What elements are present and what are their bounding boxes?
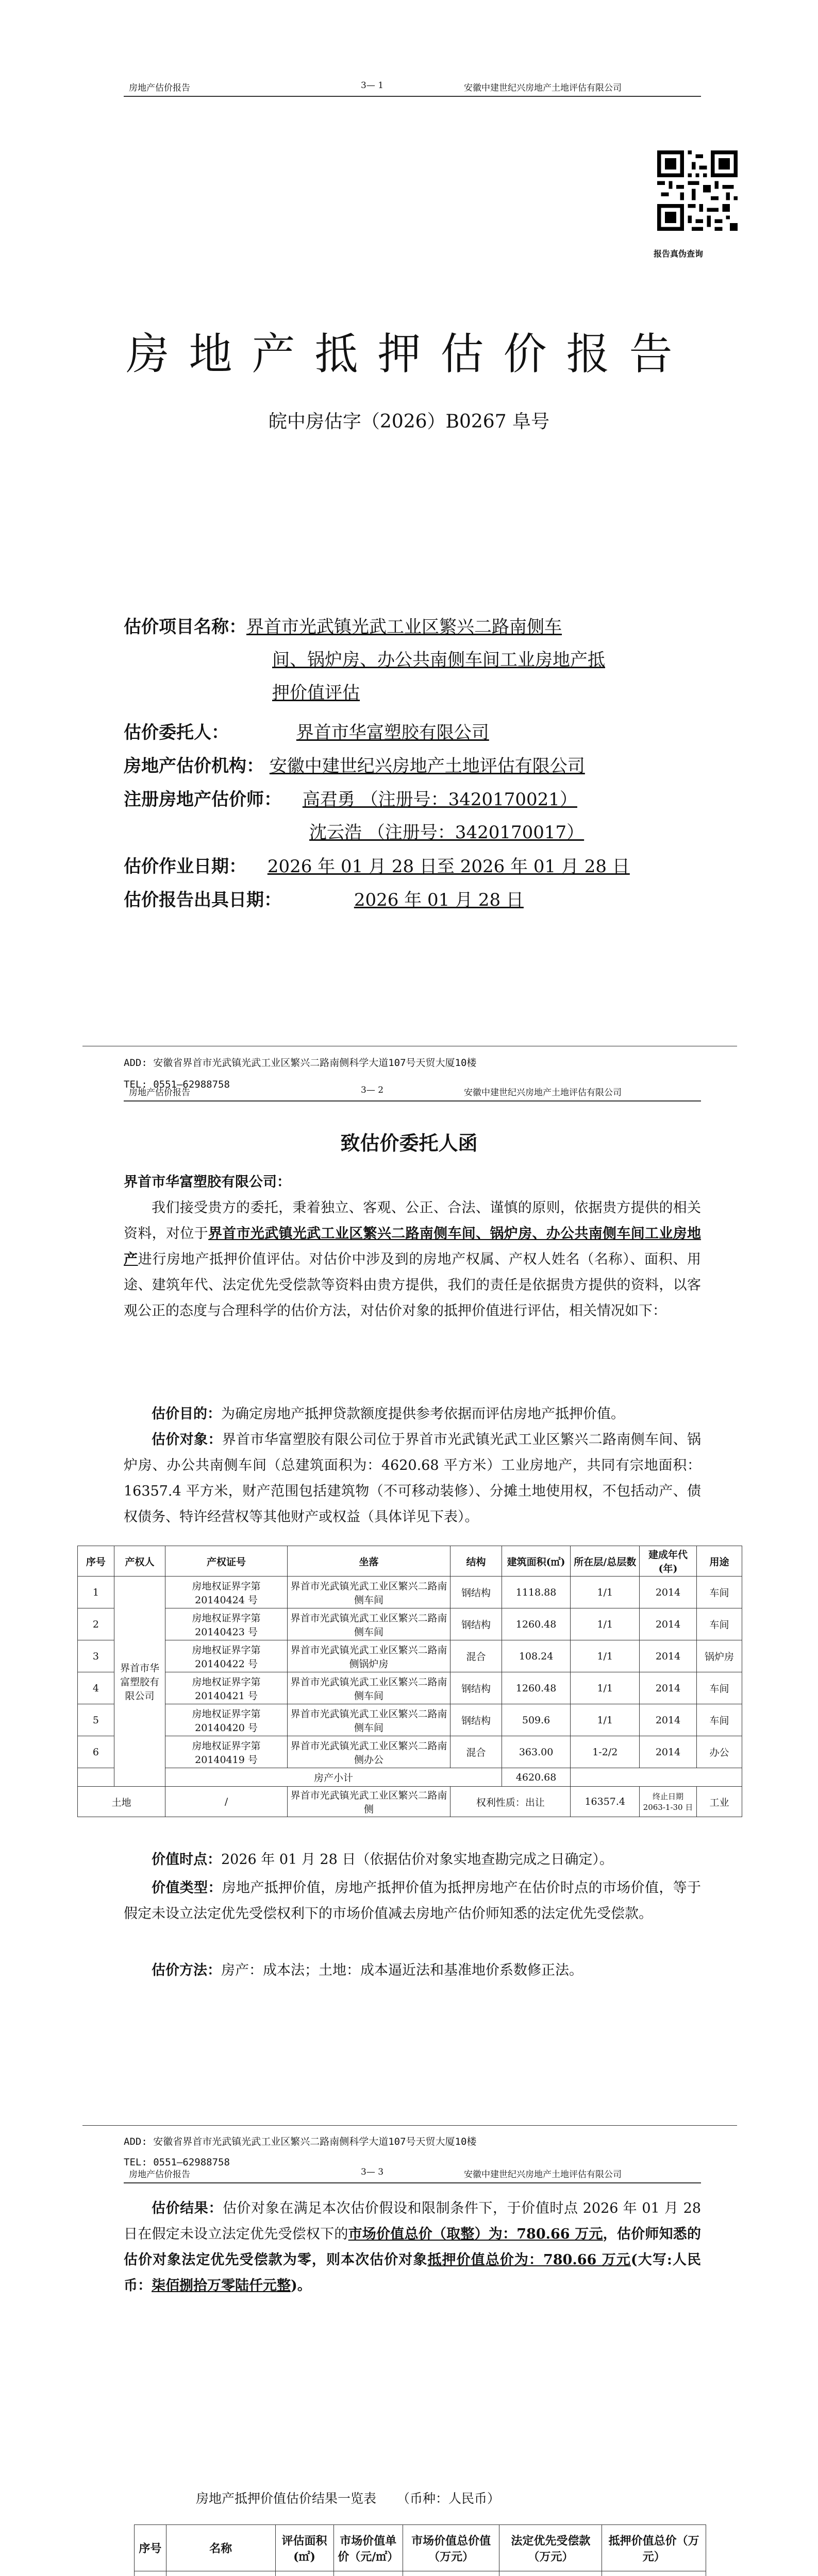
land-right: 权利性质：出让	[450, 1787, 571, 1817]
cell-loc: 界首市光武镇光武工业区繁兴二路南侧车间	[287, 1672, 450, 1704]
cell-year: 2014	[640, 1672, 697, 1704]
result-market: 市场价值总价（取整）为：780.66 万元	[348, 2226, 603, 2242]
cell-year: 2014	[640, 1704, 697, 1736]
value-date	[124, 1847, 701, 1873]
cell-area: 1118.88	[502, 1577, 571, 1608]
value-type-text: 房地产抵押价值，房地产抵押价值为抵押房地产在估价时点的市场价值，等于假定未设立法定优先受偿权利下的市场价值减去房地产估价师知悉的法定优先受偿款。	[124, 1880, 702, 1922]
footer-address: ADD: 安徽省界首市光武镇光武工业区繁兴二路南侧科学大道107号天贸大厦10楼	[124, 1057, 477, 1069]
sth-mort: 抵押价值总价（万元）	[602, 2525, 706, 2571]
result-uppercase: 柒佰捌拾万零陆仟元整	[152, 2278, 291, 2294]
cell-struct: 钢结构	[450, 1704, 502, 1736]
appraiser-label: 注册房地产估价师：	[124, 789, 281, 810]
intro-object: 界首市光武镇光武工业区繁兴二路南侧车间、锅炉房、办公共南侧车间工业房地产	[124, 1226, 702, 1267]
project-label: 估价项目名称：	[124, 617, 246, 637]
cell-year: 2014	[640, 1608, 697, 1640]
cell-name	[166, 2571, 275, 2576]
qr-caption: 报告真伪查询	[654, 249, 704, 259]
subtotal-value: 4620.68	[502, 1768, 571, 1787]
cell-area: 1260.48	[502, 1672, 571, 1704]
cell-cert: 房地权证界字第 20140422 号	[165, 1640, 288, 1672]
table-row	[78, 1577, 742, 1608]
cell-struct: 钢结构	[450, 1672, 502, 1704]
result-text-3: (大写:人民币：	[124, 2252, 702, 2294]
header-left: 房地产估价报告	[129, 2170, 190, 2180]
issue-date-value: 2026 年 01 月 28 日	[354, 890, 524, 910]
footer-address: ADD: 安徽省界首市光武镇光武工业区繁兴二路南侧科学大道107号天贸大厦10楼	[124, 2136, 477, 2147]
land-label: 土地	[78, 1787, 165, 1817]
qr-code[interactable]	[657, 150, 738, 231]
cell-use: 车间	[696, 1704, 742, 1736]
cell-struct: 混合	[450, 1640, 502, 1672]
land-use: 工业	[696, 1787, 742, 1817]
cell-use: 车间	[696, 1608, 742, 1640]
valuation-result	[124, 2196, 701, 2299]
header-divider	[124, 1100, 701, 1101]
cell-loc: 界首市光武镇光武工业区繁兴二路南侧车间	[287, 1608, 450, 1640]
cell-use: 车间	[696, 1672, 742, 1704]
cell-no: 1	[78, 1577, 114, 1608]
th-area: 建筑面积(㎡)	[502, 1546, 571, 1577]
intro-text: 我们接受贵方的委托，秉着独立、客观、公正、合法、谨慎的原则，依据贵方提供的相关资料，对位于	[124, 1200, 701, 1242]
cell-floor: 1/1	[571, 1704, 640, 1736]
report-title: 房地产抵押估价报告	[126, 329, 692, 379]
client-label: 估价委托人：	[124, 722, 229, 743]
summary-unit: （币种：人民币）	[397, 2491, 500, 2506]
value-date-text: 2026 年 01 月 28 日（依据估价对象实地查勘完成之日确定）。	[221, 1852, 613, 1868]
property-table	[77, 1546, 742, 1817]
th-cert: 产权证号	[165, 1546, 288, 1577]
cell-prior	[499, 2571, 602, 2576]
sth-total: 市场价值总价值（万元）	[403, 2525, 499, 2571]
cell-owner: 界首市华富塑胶有限公司	[114, 1577, 165, 1787]
cell-empty	[571, 1768, 742, 1787]
cell-area: 108.24	[502, 1640, 571, 1672]
object-label: 估价对象：	[152, 1432, 222, 1448]
th-owner: 产权人	[114, 1546, 165, 1577]
letter-intro	[124, 1195, 701, 1324]
report-number: 皖中房估字（2026）B0267 阜号	[268, 411, 550, 432]
cell-cert: 房地权证界字第 20140419 号	[165, 1736, 288, 1768]
object	[124, 1427, 701, 1530]
client-value: 界首市华富塑胶有限公司	[296, 722, 489, 743]
table-row	[78, 1672, 742, 1704]
letter-title: 致估价委托人函	[340, 1131, 478, 1155]
header-right: 安徽中建世纪兴房地产土地评估有限公司	[464, 2170, 622, 2180]
agency-row	[124, 750, 701, 783]
cell-no: 4	[78, 1672, 114, 1704]
cell-cert: 房地权证界字第 20140421 号	[165, 1672, 288, 1704]
sth-unit: 市场价值单价（元/㎡）	[333, 2525, 403, 2571]
cell-area: 363.00	[502, 1736, 571, 1768]
cell-area	[275, 2571, 333, 2576]
page-header	[0, 77, 818, 98]
cell-cert: 房地权证界字第 20140420 号	[165, 1704, 288, 1736]
page-header	[0, 2164, 818, 2184]
table-row-subtotal	[78, 1768, 742, 1787]
purpose-text: 为确定房地产抵押贷款额度提供参考依据而评估房地产抵押价值。	[221, 1406, 625, 1422]
letter-addressee: 界首市华富塑胶有限公司：	[124, 1174, 291, 1190]
header-right: 安徽中建世纪兴房地产土地评估有限公司	[464, 1088, 622, 1098]
cell-mort	[602, 2571, 706, 2576]
cell-total	[403, 2571, 499, 2576]
work-date-row	[124, 850, 701, 883]
result-text-2: ，估价师知悉的估价对象法定优先受偿款为零，则本次估价对象	[124, 2226, 702, 2268]
issue-date-label: 估价报告出具日期：	[124, 890, 281, 910]
sth-prior: 法定优先受偿款（万元）	[499, 2525, 602, 2571]
cell-use: 锅炉房	[696, 1640, 742, 1672]
cell-area: 1260.48	[502, 1608, 571, 1640]
cell-cert: 房地权证界字第 20140423 号	[165, 1608, 288, 1640]
cell-year: 2014	[640, 1640, 697, 1672]
land-cert: /	[165, 1787, 288, 1817]
th-floor: 所在层/总层数	[571, 1546, 640, 1577]
cell-struct: 钢结构	[450, 1577, 502, 1608]
cell-year: 2014	[640, 1577, 697, 1608]
header-divider	[124, 96, 701, 97]
result-mortgage: 抵押价值总价为：780.66 万元	[427, 2252, 631, 2268]
table-row	[78, 1640, 742, 1672]
footer-tel: TEL: 0551—62988758	[124, 2157, 230, 2168]
cell-unit	[333, 2571, 403, 2576]
cell-floor: 1/1	[571, 1640, 640, 1672]
header-divider	[124, 2182, 701, 2183]
cell-use: 办公	[696, 1736, 742, 1768]
issue-date-row	[124, 884, 701, 917]
cell-no	[135, 2571, 166, 2576]
th-year: 建成年代(年)	[640, 1546, 697, 1577]
header-page: 3— 2	[361, 1085, 384, 1095]
appraiser-row	[124, 783, 701, 849]
work-date-label: 估价作业日期：	[124, 856, 246, 877]
result-label: 估价结果：	[152, 2200, 223, 2216]
table-row	[78, 1608, 742, 1640]
land-loc: 界首市光武镇光武工业区繁兴二路南侧	[287, 1787, 450, 1817]
cell-floor: 1/1	[571, 1608, 640, 1640]
summary-table	[134, 2524, 706, 2576]
table-row	[78, 1704, 742, 1736]
cell-loc: 界首市光武镇光武工业区繁兴二路南侧办公	[287, 1736, 450, 1768]
cell-empty	[78, 1768, 114, 1787]
table-row	[78, 1736, 742, 1768]
valuation-method	[124, 1958, 701, 1984]
cell-floor: 1/1	[571, 1672, 640, 1704]
header-left: 房地产估价报告	[129, 1088, 190, 1098]
value-date-label: 价值时点：	[152, 1852, 221, 1868]
project-value-3: 押价值评估	[272, 683, 360, 703]
project-value-2: 间、锅炉房、办公共南侧车间工业房地产抵	[272, 650, 605, 670]
project-name	[124, 611, 701, 709]
header-left: 房地产估价报告	[129, 83, 190, 93]
header-right: 安徽中建世纪兴房地产土地评估有限公司	[464, 83, 622, 93]
project-value-1: 界首市光武镇光武工业区繁兴二路南侧车	[246, 617, 562, 637]
subtotal-label: 房产小计	[165, 1768, 502, 1787]
cell-year: 2014	[640, 1736, 697, 1768]
value-type-label: 价值类型：	[152, 1880, 222, 1896]
footer-tel: TEL: 0551—62988758	[124, 1079, 230, 1090]
th-use: 用途	[696, 1546, 742, 1577]
sth-no: 序号	[135, 2525, 166, 2571]
intro-rest: 进行房地产抵押价值评估。对估价中涉及到的房地产权属、产权人姓名（名称）、面积、用途、建筑年代、法定优先受偿款等资料由贵方提供，我们的责任是依据贵方提供的资料，以客观公正的态度与合理科学的估价方法，对估价对象的抵押价值进行评估，相关情况如下：	[124, 1251, 702, 1319]
th-struct: 结构	[450, 1546, 502, 1577]
cell-area: 509.6	[502, 1704, 571, 1736]
method-text: 房产：成本法；土地：成本逼近法和基准地价系数修正法。	[221, 1962, 583, 1978]
land-term: 终止日期 2063-1-30 日	[640, 1787, 697, 1817]
header-page: 3— 1	[361, 80, 384, 91]
summary-title	[196, 2488, 500, 2507]
cell-use: 车间	[696, 1577, 742, 1608]
sth-area: 评估面积(㎡)	[275, 2525, 333, 2571]
purpose	[124, 1401, 701, 1427]
purpose-label: 估价目的：	[152, 1406, 221, 1422]
method-label: 估价方法：	[152, 1962, 221, 1978]
agency-label: 房地产估价机构：	[124, 756, 264, 776]
value-type	[124, 1875, 701, 1927]
cell-no: 6	[78, 1736, 114, 1768]
object-text: 界首市华富塑胶有限公司位于界首市光武镇光武工业区繁兴二路南侧车间、锅炉房、办公共南侧车间（总建筑面积为：4620.68 平方米）工业房地产，共同有宗地面积：16357.4 平方米，财产范围包括建筑物（不可移动装修）、分摊土地使用权，不包括动产、债权债务、特许经营权等其他财产或权益（具体详见下表）。	[124, 1432, 702, 1525]
cell-cert: 房地权证界字第 20140424 号	[165, 1577, 288, 1608]
client-row	[124, 716, 701, 749]
work-date-value: 2026 年 01 月 28 日至 2026 年 01 月 28 日	[267, 856, 630, 877]
cell-loc: 界首市光武镇光武工业区繁兴二路南侧车间	[287, 1704, 450, 1736]
table-row-land	[78, 1787, 742, 1817]
table-row	[135, 2571, 706, 2576]
cell-no: 2	[78, 1608, 114, 1640]
land-area: 16357.4	[571, 1787, 640, 1817]
cell-floor: 1-2/2	[571, 1736, 640, 1768]
appraiser-1: 高君勇 （注册号：3420170021）	[302, 789, 577, 810]
header-page: 3— 3	[361, 2167, 384, 2177]
result-text-1: 估价对象在满足本次估价假设和限制条件下，于价值时点 2026 年 01 月 28 日在假定未设立法定优先受偿权下的	[124, 2200, 702, 2242]
th-no: 序号	[78, 1546, 114, 1577]
page-header	[0, 1082, 818, 1103]
summary-title-text: 房地产抵押价值估价结果一览表	[196, 2491, 377, 2506]
cell-floor: 1/1	[571, 1577, 640, 1608]
cell-loc: 界首市光武镇光武工业区繁兴二路南侧锅炉房	[287, 1640, 450, 1672]
cell-no: 3	[78, 1640, 114, 1672]
cell-no: 5	[78, 1704, 114, 1736]
result-text-4: )。	[291, 2278, 311, 2294]
cell-struct: 钢结构	[450, 1608, 502, 1640]
sth-name: 名称	[166, 2525, 275, 2571]
cell-loc: 界首市光武镇光武工业区繁兴二路南侧车间	[287, 1577, 450, 1608]
agency-value: 安徽中建世纪兴房地产土地评估有限公司	[269, 756, 585, 776]
cell-struct: 混合	[450, 1736, 502, 1768]
footer-divider	[82, 2125, 737, 2126]
th-loc: 坐落	[287, 1546, 450, 1577]
appraiser-2: 沈云浩 （注册号：3420170017）	[309, 822, 585, 843]
